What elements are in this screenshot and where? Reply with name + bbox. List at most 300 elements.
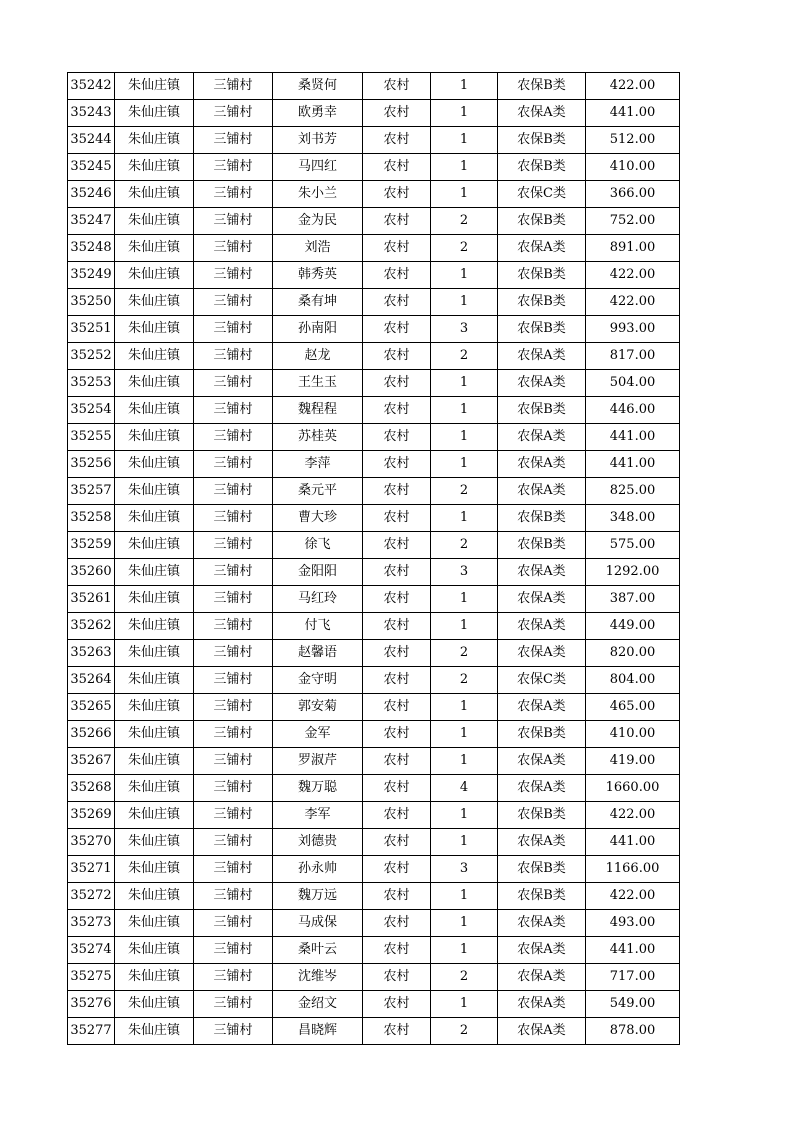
table-row xyxy=(68,1018,680,1045)
village-cell: 三铺村 xyxy=(194,721,273,748)
amount-cell: 1166.00 xyxy=(586,856,680,883)
record-id-cell: 35246 xyxy=(68,181,115,208)
village-cell: 三铺村 xyxy=(194,802,273,829)
village-cell: 三铺村 xyxy=(194,343,273,370)
insurance-category-cell: 农保A类 xyxy=(498,586,586,613)
member-count-cell: 1 xyxy=(431,73,498,100)
household-type-cell: 农村 xyxy=(363,208,431,235)
village-cell: 三铺村 xyxy=(194,532,273,559)
table-row xyxy=(68,532,680,559)
amount-cell: 752.00 xyxy=(586,208,680,235)
table-row xyxy=(68,478,680,505)
insurance-category-cell: 农保B类 xyxy=(498,802,586,829)
table-row xyxy=(68,964,680,991)
household-type-cell: 农村 xyxy=(363,343,431,370)
town-cell: 朱仙庄镇 xyxy=(115,775,194,802)
village-cell: 三铺村 xyxy=(194,235,273,262)
member-count-cell: 1 xyxy=(431,181,498,208)
insurance-category-cell: 农保A类 xyxy=(498,937,586,964)
name-cell: 桑元平 xyxy=(273,478,363,505)
village-cell: 三铺村 xyxy=(194,613,273,640)
town-cell: 朱仙庄镇 xyxy=(115,964,194,991)
town-cell: 朱仙庄镇 xyxy=(115,586,194,613)
member-count-cell: 1 xyxy=(431,154,498,181)
town-cell: 朱仙庄镇 xyxy=(115,181,194,208)
insurance-category-cell: 农保C类 xyxy=(498,667,586,694)
town-cell: 朱仙庄镇 xyxy=(115,721,194,748)
name-cell: 曹大珍 xyxy=(273,505,363,532)
record-id-cell: 35275 xyxy=(68,964,115,991)
amount-cell: 493.00 xyxy=(586,910,680,937)
table-row xyxy=(68,856,680,883)
town-cell: 朱仙庄镇 xyxy=(115,397,194,424)
amount-cell: 366.00 xyxy=(586,181,680,208)
town-cell: 朱仙庄镇 xyxy=(115,73,194,100)
insurance-category-cell: 农保A类 xyxy=(498,640,586,667)
town-cell: 朱仙庄镇 xyxy=(115,424,194,451)
village-cell: 三铺村 xyxy=(194,100,273,127)
name-cell: 桑有坤 xyxy=(273,289,363,316)
amount-cell: 422.00 xyxy=(586,262,680,289)
table-body xyxy=(68,73,680,1045)
amount-cell: 441.00 xyxy=(586,451,680,478)
record-id-cell: 35255 xyxy=(68,424,115,451)
household-type-cell: 农村 xyxy=(363,370,431,397)
amount-cell: 441.00 xyxy=(586,424,680,451)
name-cell: 刘德贵 xyxy=(273,829,363,856)
table-row xyxy=(68,262,680,289)
amount-cell: 422.00 xyxy=(586,883,680,910)
member-count-cell: 2 xyxy=(431,532,498,559)
member-count-cell: 1 xyxy=(431,802,498,829)
amount-cell: 575.00 xyxy=(586,532,680,559)
village-cell: 三铺村 xyxy=(194,559,273,586)
town-cell: 朱仙庄镇 xyxy=(115,883,194,910)
village-cell: 三铺村 xyxy=(194,829,273,856)
table-row xyxy=(68,775,680,802)
record-id-cell: 35244 xyxy=(68,127,115,154)
household-type-cell: 农村 xyxy=(363,289,431,316)
household-type-cell: 农村 xyxy=(363,748,431,775)
household-type-cell: 农村 xyxy=(363,1018,431,1045)
record-id-cell: 35265 xyxy=(68,694,115,721)
town-cell: 朱仙庄镇 xyxy=(115,856,194,883)
member-count-cell: 1 xyxy=(431,748,498,775)
name-cell: 徐飞 xyxy=(273,532,363,559)
name-cell: 金为民 xyxy=(273,208,363,235)
household-type-cell: 农村 xyxy=(363,154,431,181)
member-count-cell: 1 xyxy=(431,613,498,640)
town-cell: 朱仙庄镇 xyxy=(115,910,194,937)
table-row xyxy=(68,802,680,829)
household-type-cell: 农村 xyxy=(363,775,431,802)
name-cell: 赵龙 xyxy=(273,343,363,370)
amount-cell: 465.00 xyxy=(586,694,680,721)
table-row xyxy=(68,586,680,613)
member-count-cell: 1 xyxy=(431,937,498,964)
town-cell: 朱仙庄镇 xyxy=(115,937,194,964)
amount-cell: 1292.00 xyxy=(586,559,680,586)
town-cell: 朱仙庄镇 xyxy=(115,748,194,775)
village-cell: 三铺村 xyxy=(194,289,273,316)
village-cell: 三铺村 xyxy=(194,667,273,694)
household-type-cell: 农村 xyxy=(363,532,431,559)
town-cell: 朱仙庄镇 xyxy=(115,154,194,181)
insurance-category-cell: 农保B类 xyxy=(498,316,586,343)
name-cell: 孙南阳 xyxy=(273,316,363,343)
insurance-category-cell: 农保A类 xyxy=(498,613,586,640)
member-count-cell: 4 xyxy=(431,775,498,802)
village-cell: 三铺村 xyxy=(194,505,273,532)
household-type-cell: 农村 xyxy=(363,883,431,910)
village-cell: 三铺村 xyxy=(194,478,273,505)
town-cell: 朱仙庄镇 xyxy=(115,1018,194,1045)
name-cell: 沈维岑 xyxy=(273,964,363,991)
member-count-cell: 2 xyxy=(431,1018,498,1045)
name-cell: 金绍文 xyxy=(273,991,363,1018)
household-type-cell: 农村 xyxy=(363,613,431,640)
amount-cell: 878.00 xyxy=(586,1018,680,1045)
amount-cell: 422.00 xyxy=(586,289,680,316)
amount-cell: 419.00 xyxy=(586,748,680,775)
amount-cell: 441.00 xyxy=(586,829,680,856)
household-type-cell: 农村 xyxy=(363,586,431,613)
member-count-cell: 1 xyxy=(431,370,498,397)
name-cell: 桑贤何 xyxy=(273,73,363,100)
village-cell: 三铺村 xyxy=(194,937,273,964)
insurance-category-cell: 农保B类 xyxy=(498,73,586,100)
member-count-cell: 1 xyxy=(431,505,498,532)
table-row xyxy=(68,289,680,316)
village-cell: 三铺村 xyxy=(194,397,273,424)
town-cell: 朱仙庄镇 xyxy=(115,289,194,316)
household-type-cell: 农村 xyxy=(363,856,431,883)
record-id-cell: 35260 xyxy=(68,559,115,586)
insurance-category-cell: 农保A类 xyxy=(498,991,586,1018)
insurance-category-cell: 农保A类 xyxy=(498,964,586,991)
record-id-cell: 35271 xyxy=(68,856,115,883)
name-cell: 苏桂英 xyxy=(273,424,363,451)
household-type-cell: 农村 xyxy=(363,262,431,289)
table-row xyxy=(68,451,680,478)
village-cell: 三铺村 xyxy=(194,370,273,397)
household-type-cell: 农村 xyxy=(363,937,431,964)
amount-cell: 387.00 xyxy=(586,586,680,613)
village-cell: 三铺村 xyxy=(194,208,273,235)
member-count-cell: 1 xyxy=(431,883,498,910)
member-count-cell: 1 xyxy=(431,289,498,316)
village-cell: 三铺村 xyxy=(194,73,273,100)
amount-cell: 804.00 xyxy=(586,667,680,694)
record-id-cell: 35258 xyxy=(68,505,115,532)
table-row xyxy=(68,667,680,694)
name-cell: 罗淑芹 xyxy=(273,748,363,775)
member-count-cell: 1 xyxy=(431,694,498,721)
amount-cell: 348.00 xyxy=(586,505,680,532)
table-row xyxy=(68,127,680,154)
record-id-cell: 35259 xyxy=(68,532,115,559)
name-cell: 付飞 xyxy=(273,613,363,640)
town-cell: 朱仙庄镇 xyxy=(115,316,194,343)
table-row xyxy=(68,370,680,397)
village-cell: 三铺村 xyxy=(194,991,273,1018)
table-row xyxy=(68,559,680,586)
household-type-cell: 农村 xyxy=(363,964,431,991)
town-cell: 朱仙庄镇 xyxy=(115,694,194,721)
table-row xyxy=(68,154,680,181)
record-id-cell: 35256 xyxy=(68,451,115,478)
village-cell: 三铺村 xyxy=(194,1018,273,1045)
table-row xyxy=(68,829,680,856)
insurance-category-cell: 农保B类 xyxy=(498,397,586,424)
record-id-cell: 35254 xyxy=(68,397,115,424)
household-type-cell: 农村 xyxy=(363,721,431,748)
insurance-category-cell: 农保B类 xyxy=(498,856,586,883)
table-row xyxy=(68,505,680,532)
record-id-cell: 35253 xyxy=(68,370,115,397)
household-type-cell: 农村 xyxy=(363,694,431,721)
member-count-cell: 1 xyxy=(431,451,498,478)
record-id-cell: 35272 xyxy=(68,883,115,910)
record-id-cell: 35274 xyxy=(68,937,115,964)
name-cell: 李萍 xyxy=(273,451,363,478)
member-count-cell: 2 xyxy=(431,667,498,694)
name-cell: 李军 xyxy=(273,802,363,829)
table-row xyxy=(68,910,680,937)
member-count-cell: 1 xyxy=(431,424,498,451)
name-cell: 金守明 xyxy=(273,667,363,694)
household-type-cell: 农村 xyxy=(363,73,431,100)
name-cell: 马红玲 xyxy=(273,586,363,613)
amount-cell: 410.00 xyxy=(586,721,680,748)
town-cell: 朱仙庄镇 xyxy=(115,478,194,505)
name-cell: 刘浩 xyxy=(273,235,363,262)
member-count-cell: 2 xyxy=(431,478,498,505)
table-row xyxy=(68,208,680,235)
record-id-cell: 35267 xyxy=(68,748,115,775)
town-cell: 朱仙庄镇 xyxy=(115,451,194,478)
insurance-category-cell: 农保B类 xyxy=(498,532,586,559)
table-row xyxy=(68,73,680,100)
table-row xyxy=(68,883,680,910)
table-row xyxy=(68,694,680,721)
name-cell: 马四红 xyxy=(273,154,363,181)
record-id-cell: 35273 xyxy=(68,910,115,937)
town-cell: 朱仙庄镇 xyxy=(115,829,194,856)
town-cell: 朱仙庄镇 xyxy=(115,667,194,694)
member-count-cell: 3 xyxy=(431,316,498,343)
amount-cell: 820.00 xyxy=(586,640,680,667)
insurance-category-cell: 农保A类 xyxy=(498,775,586,802)
amount-cell: 512.00 xyxy=(586,127,680,154)
village-cell: 三铺村 xyxy=(194,316,273,343)
amount-cell: 410.00 xyxy=(586,154,680,181)
record-id-cell: 35266 xyxy=(68,721,115,748)
insurance-category-cell: 农保A类 xyxy=(498,478,586,505)
village-cell: 三铺村 xyxy=(194,451,273,478)
record-id-cell: 35251 xyxy=(68,316,115,343)
record-id-cell: 35242 xyxy=(68,73,115,100)
amount-cell: 504.00 xyxy=(586,370,680,397)
insurance-category-cell: 农保A类 xyxy=(498,1018,586,1045)
member-count-cell: 2 xyxy=(431,235,498,262)
town-cell: 朱仙庄镇 xyxy=(115,991,194,1018)
name-cell: 郭安菊 xyxy=(273,694,363,721)
record-id-cell: 35250 xyxy=(68,289,115,316)
member-count-cell: 1 xyxy=(431,100,498,127)
town-cell: 朱仙庄镇 xyxy=(115,100,194,127)
household-type-cell: 农村 xyxy=(363,100,431,127)
town-cell: 朱仙庄镇 xyxy=(115,802,194,829)
record-id-cell: 35245 xyxy=(68,154,115,181)
village-cell: 三铺村 xyxy=(194,586,273,613)
table-row xyxy=(68,181,680,208)
insurance-category-cell: 农保A类 xyxy=(498,829,586,856)
member-count-cell: 3 xyxy=(431,559,498,586)
household-type-cell: 农村 xyxy=(363,316,431,343)
amount-cell: 993.00 xyxy=(586,316,680,343)
name-cell: 赵馨语 xyxy=(273,640,363,667)
insurance-category-cell: 农保A类 xyxy=(498,748,586,775)
record-id-cell: 35252 xyxy=(68,343,115,370)
household-type-cell: 农村 xyxy=(363,910,431,937)
member-count-cell: 1 xyxy=(431,721,498,748)
village-cell: 三铺村 xyxy=(194,181,273,208)
household-type-cell: 农村 xyxy=(363,505,431,532)
records-table xyxy=(67,72,680,1045)
town-cell: 朱仙庄镇 xyxy=(115,262,194,289)
table-row xyxy=(68,991,680,1018)
member-count-cell: 2 xyxy=(431,208,498,235)
name-cell: 朱小兰 xyxy=(273,181,363,208)
household-type-cell: 农村 xyxy=(363,181,431,208)
household-type-cell: 农村 xyxy=(363,802,431,829)
household-type-cell: 农村 xyxy=(363,235,431,262)
town-cell: 朱仙庄镇 xyxy=(115,505,194,532)
insurance-category-cell: 农保B类 xyxy=(498,721,586,748)
name-cell: 魏万远 xyxy=(273,883,363,910)
insurance-category-cell: 农保B类 xyxy=(498,289,586,316)
table-row xyxy=(68,316,680,343)
town-cell: 朱仙庄镇 xyxy=(115,343,194,370)
member-count-cell: 1 xyxy=(431,586,498,613)
record-id-cell: 35243 xyxy=(68,100,115,127)
table-row xyxy=(68,235,680,262)
record-id-cell: 35276 xyxy=(68,991,115,1018)
insurance-category-cell: 农保A类 xyxy=(498,343,586,370)
insurance-category-cell: 农保B类 xyxy=(498,154,586,181)
table-row xyxy=(68,100,680,127)
record-id-cell: 35261 xyxy=(68,586,115,613)
member-count-cell: 1 xyxy=(431,127,498,154)
member-count-cell: 1 xyxy=(431,829,498,856)
member-count-cell: 1 xyxy=(431,397,498,424)
household-type-cell: 农村 xyxy=(363,991,431,1018)
insurance-category-cell: 农保A类 xyxy=(498,559,586,586)
name-cell: 昌晓辉 xyxy=(273,1018,363,1045)
record-id-cell: 35268 xyxy=(68,775,115,802)
record-id-cell: 35249 xyxy=(68,262,115,289)
name-cell: 韩秀英 xyxy=(273,262,363,289)
village-cell: 三铺村 xyxy=(194,775,273,802)
name-cell: 魏程程 xyxy=(273,397,363,424)
village-cell: 三铺村 xyxy=(194,127,273,154)
record-id-cell: 35262 xyxy=(68,613,115,640)
record-id-cell: 35257 xyxy=(68,478,115,505)
town-cell: 朱仙庄镇 xyxy=(115,559,194,586)
table-row xyxy=(68,613,680,640)
amount-cell: 446.00 xyxy=(586,397,680,424)
record-id-cell: 35247 xyxy=(68,208,115,235)
insurance-category-cell: 农保A类 xyxy=(498,451,586,478)
table-row xyxy=(68,397,680,424)
amount-cell: 1660.00 xyxy=(586,775,680,802)
insurance-category-cell: 农保B类 xyxy=(498,127,586,154)
town-cell: 朱仙庄镇 xyxy=(115,208,194,235)
amount-cell: 449.00 xyxy=(586,613,680,640)
amount-cell: 891.00 xyxy=(586,235,680,262)
insurance-category-cell: 农保B类 xyxy=(498,208,586,235)
table-row xyxy=(68,937,680,964)
town-cell: 朱仙庄镇 xyxy=(115,613,194,640)
record-id-cell: 35264 xyxy=(68,667,115,694)
member-count-cell: 1 xyxy=(431,910,498,937)
member-count-cell: 3 xyxy=(431,856,498,883)
name-cell: 欧勇幸 xyxy=(273,100,363,127)
town-cell: 朱仙庄镇 xyxy=(115,127,194,154)
name-cell: 孙永帅 xyxy=(273,856,363,883)
name-cell: 刘书芳 xyxy=(273,127,363,154)
town-cell: 朱仙庄镇 xyxy=(115,235,194,262)
amount-cell: 441.00 xyxy=(586,937,680,964)
village-cell: 三铺村 xyxy=(194,964,273,991)
amount-cell: 549.00 xyxy=(586,991,680,1018)
insurance-category-cell: 农保C类 xyxy=(498,181,586,208)
insurance-category-cell: 农保B类 xyxy=(498,505,586,532)
village-cell: 三铺村 xyxy=(194,694,273,721)
record-id-cell: 35263 xyxy=(68,640,115,667)
insurance-category-cell: 农保B类 xyxy=(498,262,586,289)
amount-cell: 817.00 xyxy=(586,343,680,370)
amount-cell: 422.00 xyxy=(586,73,680,100)
name-cell: 金阳阳 xyxy=(273,559,363,586)
name-cell: 马成保 xyxy=(273,910,363,937)
member-count-cell: 2 xyxy=(431,964,498,991)
member-count-cell: 2 xyxy=(431,343,498,370)
household-type-cell: 农村 xyxy=(363,640,431,667)
amount-cell: 422.00 xyxy=(586,802,680,829)
insurance-category-cell: 农保A类 xyxy=(498,694,586,721)
name-cell: 金军 xyxy=(273,721,363,748)
table-row xyxy=(68,424,680,451)
household-type-cell: 农村 xyxy=(363,478,431,505)
insurance-category-cell: 农保B类 xyxy=(498,883,586,910)
insurance-category-cell: 农保A类 xyxy=(498,235,586,262)
insurance-category-cell: 农保A类 xyxy=(498,910,586,937)
town-cell: 朱仙庄镇 xyxy=(115,370,194,397)
household-type-cell: 农村 xyxy=(363,451,431,478)
amount-cell: 441.00 xyxy=(586,100,680,127)
household-type-cell: 农村 xyxy=(363,397,431,424)
table-row xyxy=(68,343,680,370)
record-id-cell: 35270 xyxy=(68,829,115,856)
town-cell: 朱仙庄镇 xyxy=(115,640,194,667)
village-cell: 三铺村 xyxy=(194,640,273,667)
village-cell: 三铺村 xyxy=(194,262,273,289)
amount-cell: 825.00 xyxy=(586,478,680,505)
record-id-cell: 35269 xyxy=(68,802,115,829)
name-cell: 魏万聪 xyxy=(273,775,363,802)
